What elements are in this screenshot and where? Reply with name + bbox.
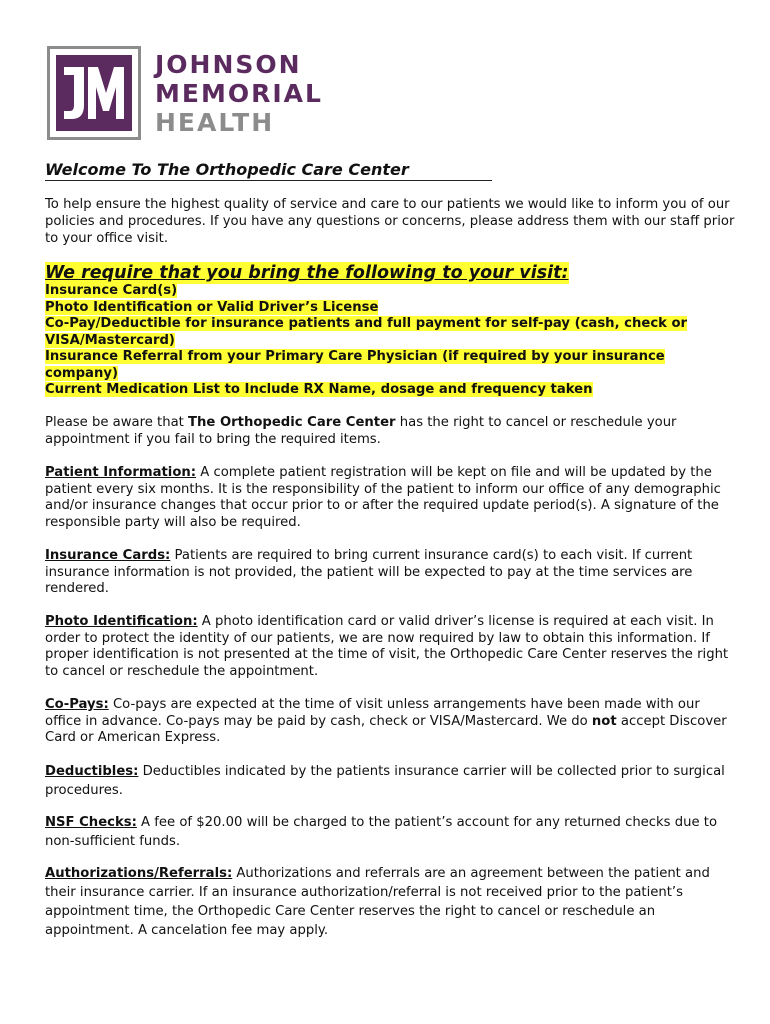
logo-wordmark <box>155 50 323 137</box>
logo-word-health: HEALTH <box>155 108 275 137</box>
section-label: Deductibles: <box>45 764 139 779</box>
logo-word-johnson: JOHNSON <box>155 50 302 79</box>
section-authorizations-referrals: Authorizations/Referrals: Authorizations and referrals are an agreement between the patient and their insurance carrier. If an insurance authorization/referral is not received prior to the patient’s appointment time, the Orthopedic Care Center reserves the right to cancel or reschedule an appointment. A cancelation fee may apply. <box>45 866 710 938</box>
requirements-list <box>45 283 735 399</box>
section-label: Co-Pays: <box>45 697 109 712</box>
center-name: The Orthopedic Care Center <box>188 415 396 430</box>
section-label: Patient Information: <box>45 465 197 480</box>
logo-word-memorial: MEMORIAL <box>155 79 323 108</box>
requirement-item: Current Medication List to Include RX Name, dosage and frequency taken <box>45 382 593 397</box>
requirements-heading: We require that you bring the following to your visit: <box>45 263 569 283</box>
johnson-memorial-health-logo <box>47 46 347 146</box>
title-underline <box>45 160 492 181</box>
page-title: Welcome To The Orthopedic Care Center <box>45 160 409 179</box>
section-label: Insurance Cards: <box>45 548 171 563</box>
logo-monogram-frame <box>47 46 141 140</box>
requirement-item: Co-Pay/Deductible for insurance patients and full payment for self-pay (cash, check or VISA/Mastercard) <box>45 316 688 348</box>
jm-monogram-icon <box>56 55 132 131</box>
section-deductibles: Deductibles: Deductibles indicated by the patients insurance carrier will be collected prior to surgical procedures. <box>45 764 725 798</box>
section-patient-information: Patient Information: A complete patient registration will be kept on file and will be updated by the patient every six months. It is the responsibility of the patient to inform our office of any demographic and/or insurance changes that occur prior to or after the required update period(s). A signature of the responsible party will also be required. <box>45 465 721 530</box>
section-photo-identification: Photo Identification: A photo identification card or valid driver’s license is required at each visit. In order to protect the identity of our patients, we are now required by law to obtain this information. If proper identification is not presented at the time of visit, the Orthopedic Care Center reserves the right to cancel or reschedule the appointment. <box>45 614 729 679</box>
cancellation-notice: Please be aware that The Orthopedic Care Center has the right to cancel or reschedule your appointment if you fail to bring the required items. <box>45 415 677 447</box>
section-co-pays: Co-Pays: Co-pays are expected at the time of visit unless arrangements have been made with our office in advance. Co-pays may be paid by cash, check or VISA/Mastercard. We do not accept Discover Card or American Express. <box>45 697 727 745</box>
section-nsf-checks: NSF Checks: A fee of $20.00 will be charged to the patient’s account for any returned checks due to non-sufficient funds. <box>45 815 718 849</box>
requirement-item: Insurance Card(s) <box>45 283 178 298</box>
section-label: Authorizations/Referrals: <box>45 866 233 881</box>
section-label: Photo Identification: <box>45 614 198 629</box>
logo-monogram-tile <box>56 55 132 131</box>
emphasis-not: not <box>591 713 617 729</box>
section-insurance-cards: Insurance Cards: Patients are required to bring current insurance card(s) to each visit. If current insurance information is not provided, the patient will be expected to pay at the time services are rendered. <box>45 548 693 596</box>
intro-paragraph: To help ensure the highest quality of service and care to our patients we would like to inform you of our policies and procedures. If you have any questions or concerns, please address them with our staff prior to your office visit. <box>45 197 735 246</box>
section-label: NSF Checks: <box>45 815 137 830</box>
requirement-item: Photo Identification or Valid Driver’s License <box>45 299 379 315</box>
requirement-item: Insurance Referral from your Primary Care Physician (if required by your insurance company) <box>45 349 665 381</box>
